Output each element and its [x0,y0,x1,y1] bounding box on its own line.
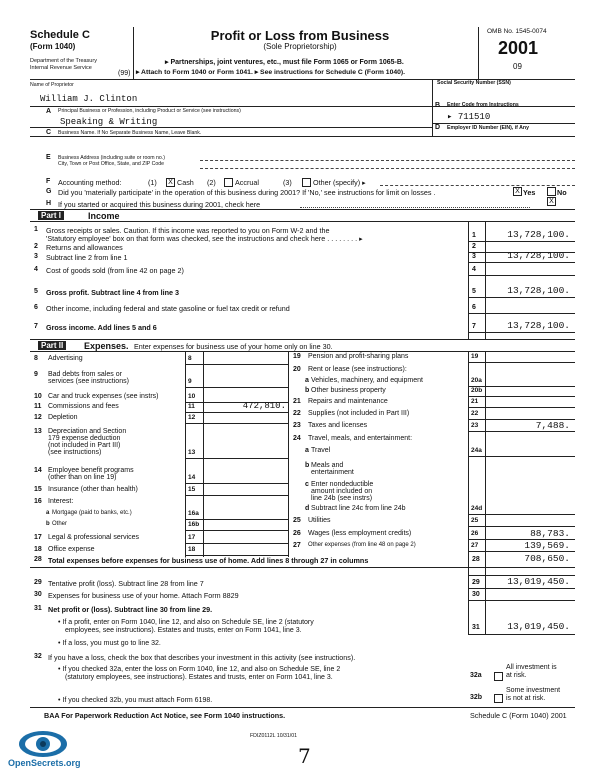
form-title: Profit or Loss from Business [210,28,390,43]
line-number: 3 [34,253,38,260]
line-number: 10 [34,393,42,400]
line-label: Subtract line 24c from line 24b [311,505,406,512]
amount-field[interactable]: 472,810. [242,401,286,411]
line-label: line 24b (see instrs) [311,495,373,502]
line-box: 19 [471,353,479,360]
line-label: Interest: [48,498,74,505]
line-box: 32a [470,672,482,679]
line-label: Meals and [311,462,344,469]
divider [478,27,479,79]
line-label: Gross receipts or sales. Caution. If this income was reported to you on Form W-2 and the [46,226,330,235]
line-number: c [305,481,309,488]
line-label: Other business property [311,387,386,394]
line-label: Taxes and licenses [308,422,368,429]
line-label: Supplies (not included in Part III) [308,410,410,417]
line-label: Some investment [506,687,561,694]
line-box: 1 [472,232,476,239]
part-1-title: Income [88,211,120,221]
page-number: 7 [298,744,311,768]
footer-form: Schedule C (Form 1040) 2001 [470,711,567,720]
line-label: amount included on [311,488,373,495]
line-number: 7 [34,323,38,330]
baa-notice: BAA For Paperwork Reduction Act Notice, see Form 1040 instructions. [44,711,286,720]
line-label: 'Statutory employee' box on that form was checked, see the instructions and check here . . . . . . . . ▸ [46,234,363,243]
line-label: Travel [311,447,331,454]
amount-field[interactable]: 13,019,450. [507,576,570,587]
line-label: (not included in Part III) [48,442,121,449]
sequence-number: 09 [513,62,522,71]
line-box: 2 [472,243,476,250]
line-label: Total expenses before expenses for business use of home. Add lines 8 through 27 in columns [48,556,369,565]
not-at-risk-checkbox[interactable] [494,694,503,703]
line-label: Repairs and maintenance [308,398,388,405]
line-number: 4 [34,266,38,273]
line-label: Wages (less employment credits) [308,530,412,537]
line-box: 13 [188,449,196,456]
watermark-text: OpenSecrets.org [8,758,81,768]
divider [432,80,433,136]
line-box: 32b [470,694,483,701]
line-label: Legal & professional services [48,534,140,541]
line-label: entertainment [311,469,354,476]
line-label: Vehicles, machinery, and equipment [311,377,423,384]
line-box: 21 [471,398,479,405]
line-number: 12 [34,414,42,421]
line-number: a [305,447,309,454]
line-box: 30 [472,591,480,598]
line-number: b [305,387,310,394]
line-box: 5 [472,288,476,295]
participate-no-checkbox[interactable] [547,187,556,196]
part-1-tag: Part I [38,211,64,220]
opensecrets-logo [8,728,81,775]
line-number: 19 [293,353,301,360]
line-label: Other [52,521,68,527]
line-label: Commissions and fees [48,403,119,410]
line-box: 23 [471,422,479,429]
line-number: 20 [293,366,301,373]
line-box: 31 [472,624,480,631]
tax-year: 2001 [498,38,539,58]
line-label: Bad debts from sales or [48,371,122,378]
line-label: employees, see instructions). Estates and trusts, enter on Form 1041, line 3. [65,627,302,634]
cash-checkbox[interactable]: X [166,178,175,187]
line-label: • If a profit, enter on Form 1040, line 12, and also on Schedule SE, line 2 (statutory [58,619,314,626]
line-label: (statutory employees, see instructions). Estates and trusts, enter on Form 1041, line 3. [65,674,333,681]
line-number: 17 [34,534,42,541]
line-c-label: Business Name. If No Separate Business Name, Leave Blank. [58,130,202,136]
business-code[interactable]: ▸ 711510 [447,112,491,122]
line-label: Cost of goods sold (from line 42 on page 2) [46,266,184,275]
line-number: b [46,521,50,527]
line-box: 4 [472,266,476,273]
line-label: Enter nondeductible [311,481,374,488]
line-box: 9 [188,378,192,385]
line-number: a [46,510,50,516]
dept-label: Department of the Treasury [30,58,97,64]
proprietor-name[interactable]: William J. Clinton [40,94,138,104]
line-number: 16 [34,498,42,505]
line-number: 2 [34,243,38,250]
line-number: 28 [34,556,42,563]
other-method-checkbox[interactable] [302,178,311,187]
line-label: All investment is [506,664,557,671]
line-number: 14 [34,467,42,474]
instructions-2: ▸ Attach to Form 1040 or Form 1041. ▸ See instructions for Schedule C (Form 1040). [136,69,406,76]
line-box: 11 [188,403,195,410]
line-box: 17 [188,534,196,541]
line-label: Pension and profit-sharing plans [308,353,409,360]
line-label: 179 expense deduction [48,435,121,442]
line-g-label: Did you 'materially participate' in the operation of this business during 2001? If 'No,' see instructions for limit on losses . [58,188,436,197]
line-number: a [305,377,309,384]
line-box: 25 [471,517,479,524]
line-box: 16a [188,510,199,517]
amount-field[interactable]: 139,569. [524,540,570,551]
line-label: Expenses for business use of your home. Attach Form 8829 [48,591,239,600]
line-number: 23 [293,422,301,429]
line-number: 18 [34,546,42,553]
divider [30,127,432,128]
line-box: 12 [188,414,196,421]
amount-field[interactable]: 13,728,100. [507,229,570,240]
instructions-1: ▸ Partnerships, joint ventures, etc., must file Form 1065 or Form 1065-B. [165,59,404,66]
line-label: Mortgage (paid to banks, etc.) [52,510,132,516]
line-box: 27 [471,542,479,549]
line-number: 1 [34,226,38,233]
line-d-label: Employer ID Number (EIN), if Any [447,125,529,131]
line-box: 8 [188,355,192,362]
principal-business[interactable]: Speaking & Writing [60,117,158,127]
line-label: Gross profit. Subtract line 4 from line 3 [46,288,179,297]
line-box: 6 [472,304,476,311]
line-box: 24a [471,447,482,454]
line-label: Other income, including federal and state gasoline or fuel tax credit or refund [46,304,290,313]
line-label: • If you checked 32b, you must attach Form 6198. [58,697,213,704]
omb-number: OMB No. 1545-0074 [487,28,547,35]
line-box: 14 [188,474,196,481]
line-box: 16b [188,521,200,528]
line-label: (other than on line 19) [48,474,117,481]
name-label: Name of Proprietor [30,82,74,88]
line-number: 13 [34,428,42,435]
line-number: 11 [34,403,42,410]
line-box: 24d [471,505,483,512]
line-label: • If you checked 32a, enter the loss on Form 1040, line 12, and also on Schedule SE, line 2 [58,666,341,673]
form-code: FDIZ0112L 10/31/01 [250,733,298,739]
line-box: 28 [472,556,480,563]
amount-field[interactable]: 13,728,100. [507,250,570,261]
amount-field[interactable]: 88,783. [530,528,570,539]
line-label: is not at risk. [506,695,546,702]
line-box: 20b [471,387,483,394]
line-number: 26 [293,530,301,537]
line-label: (see instructions) [48,449,102,456]
line-number: 24 [293,435,301,442]
started-business-checkbox[interactable]: X [547,197,556,206]
line-number: 5 [34,288,38,295]
line-number: b [305,462,310,469]
line-box: 10 [188,393,196,400]
line-b-label: Enter Code from Instructions [447,102,519,108]
line-label: Returns and allowances [46,243,123,252]
line-box: 29 [472,579,480,586]
schedule-label: Schedule C [30,29,90,41]
amount-field[interactable]: 13,728,100. [507,285,570,296]
line-label: Subtract line 2 from line 1 [46,253,128,262]
form-label: (Form 1040) [30,42,76,51]
line-label: Utilities [308,517,331,524]
divider [432,123,575,124]
line-label: Gross income. Add lines 5 and 6 [46,323,157,332]
line-label: Rent or lease (see instructions): [308,366,407,373]
line-box: 20a [471,377,482,384]
line-number: 22 [293,410,301,417]
divider [30,136,575,137]
line-label: services (see instructions) [48,378,129,385]
line-number: 29 [34,579,42,586]
line-label: Net profit or (loss). Subtract line 30 from line 29. [48,605,213,614]
line-number: 27 [293,542,301,549]
amount-field[interactable]: 7,488. [535,420,570,431]
line-a-label: Principal Business or Profession, including Product or Service (see instructions) [58,108,241,114]
part-2-title: Expenses. [84,341,129,351]
line-label: Depletion [48,414,78,421]
line-number: 6 [34,304,38,311]
line-number: d [305,505,310,512]
amount-field[interactable]: 13,728,100. [507,320,570,331]
line-box: 18 [188,546,196,553]
line-label: If you have a loss, check the box that describes your investment in this activity (see instructions). [48,653,356,662]
line-label: Tentative profit (loss). Subtract line 28 from line 7 [48,579,204,588]
line-label: at risk. [506,672,527,679]
amount-field[interactable]: 708,650. [524,553,570,564]
line-number: 31 [34,605,42,612]
participate-yes-checkbox[interactable]: X [513,187,522,196]
line-box: 7 [472,323,476,330]
line-label: Office expense [48,546,95,553]
line-e-label: Business Address (including suite or room no.) City, Town or Post Office, State, and ZIP Code [58,155,165,167]
line-number: 21 [293,398,301,405]
accounting-method-label: Accounting method: [58,178,122,187]
line-number: 15 [34,486,42,493]
line-label: Employee benefit programs [48,467,134,474]
line-number: 30 [34,591,42,598]
part-2-tag: Part II [38,341,66,350]
part-2-subtitle: Enter expenses for business use of your home only on line 30. [134,342,333,351]
line-label: Car and truck expenses (see instrs) [48,393,159,400]
amount-field[interactable]: 13,019,450. [507,621,570,632]
line-label: Travel, meals, and entertainment: [308,435,413,442]
line-box: 22 [471,410,479,417]
form-subtitle: (Sole Proprietorship) [263,42,337,51]
line-label: Insurance (other than health) [48,486,138,493]
line-label: • If a loss, you must go to line 32. [58,640,161,647]
line-label: Advertising [48,355,83,362]
ssn-label: Social Security Number (SSN) [437,80,511,86]
line-box: 15 [188,486,196,493]
code-99: (99) [118,70,131,77]
line-box: 3 [472,253,476,260]
line-number: 25 [293,517,301,524]
irs-label: Internal Revenue Service [30,65,92,71]
line-number: 9 [34,371,38,378]
line-h-label: If you started or acquired this business during 2001, check here [58,200,261,209]
line-number: 8 [34,355,38,362]
accrual-checkbox[interactable] [224,178,233,187]
line-box: 26 [471,530,479,537]
line-number: 32 [34,653,42,660]
line-label: Depreciation and Section [48,428,127,435]
line-label: Other expenses (from line 48 on page 2) [308,542,416,548]
divider [133,27,134,79]
at-risk-checkbox[interactable] [494,672,503,681]
